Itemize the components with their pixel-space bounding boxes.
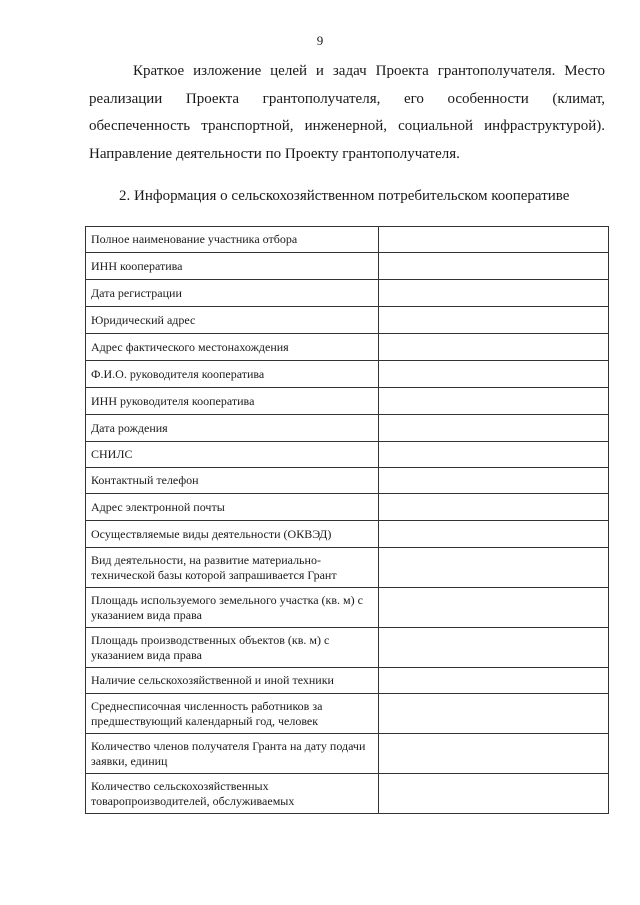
row-label: СНИЛС <box>86 442 379 468</box>
section-title: 2. Информация о сельскохозяйственном потребительском кооперативе <box>119 188 570 204</box>
row-value-cell[interactable] <box>379 734 609 774</box>
table-row <box>86 588 609 628</box>
row-value-cell[interactable] <box>379 307 609 334</box>
row-value-cell[interactable] <box>379 548 609 588</box>
row-label: ИНН кооператива <box>86 253 379 280</box>
table-row <box>86 361 609 388</box>
row-value-cell[interactable] <box>379 253 609 280</box>
table-body <box>86 227 609 814</box>
row-label: Адрес фактического местонахождения <box>86 334 379 361</box>
row-value-cell[interactable] <box>379 628 609 668</box>
row-label: Вид деятельности, на развитие материально-технической базы которой запрашивается Грант <box>86 548 379 588</box>
row-value-cell[interactable] <box>379 468 609 494</box>
row-label: Количество сельскохозяйственных товаропроизводителей, обслуживаемых <box>86 774 379 814</box>
row-label: Площадь производственных объектов (кв. м) с указанием вида права <box>86 628 379 668</box>
row-label: Площадь используемого земельного участка (кв. м) с указанием вида права <box>86 588 379 628</box>
intro-paragraph: Краткое изложение целей и задач Проекта грантополучателя. Место реализации Проекта грантополучателя, его особенности (климат, обеспеченность транспортной, инженерной, социальной инфраструктурой). Направление деятельности по Проекту грантополучателя. <box>89 63 605 162</box>
table-row <box>86 548 609 588</box>
cooperative-info-table <box>85 226 609 814</box>
table-row <box>86 334 609 361</box>
table-row <box>86 774 609 814</box>
table-row <box>86 628 609 668</box>
table-row <box>86 227 609 253</box>
row-value-cell[interactable] <box>379 361 609 388</box>
row-value-cell[interactable] <box>379 415 609 442</box>
row-label: Осуществляемые виды деятельности (ОКВЭД) <box>86 521 379 548</box>
row-value-cell[interactable] <box>379 334 609 361</box>
row-label: Юридический адрес <box>86 307 379 334</box>
row-value-cell[interactable] <box>379 227 609 253</box>
row-label: Адрес электронной почты <box>86 494 379 521</box>
row-label: ИНН руководителя кооператива <box>86 388 379 415</box>
table-row <box>86 694 609 734</box>
row-label: Количество членов получателя Гранта на дату подачи заявки, единиц <box>86 734 379 774</box>
row-value-cell[interactable] <box>379 521 609 548</box>
row-value-cell[interactable] <box>379 668 609 694</box>
row-label: Среднесписочная численность работников за предшествующий календарный год, человек <box>86 694 379 734</box>
table-row <box>86 521 609 548</box>
row-label: Полное наименование участника отбора <box>86 227 379 253</box>
table-row <box>86 388 609 415</box>
row-value-cell[interactable] <box>379 694 609 734</box>
table-row <box>86 415 609 442</box>
table-row <box>86 442 609 468</box>
table-row <box>86 668 609 694</box>
row-value-cell[interactable] <box>379 588 609 628</box>
row-label: Контактный телефон <box>86 468 379 494</box>
row-value-cell[interactable] <box>379 494 609 521</box>
page-number: 9 <box>316 33 324 48</box>
row-label: Ф.И.О. руководителя кооператива <box>86 361 379 388</box>
row-label: Наличие сельскохозяйственной и иной техники <box>86 668 379 694</box>
table-row <box>86 734 609 774</box>
table-row <box>86 468 609 494</box>
table-row <box>86 280 609 307</box>
row-value-cell[interactable] <box>379 280 609 307</box>
table-row <box>86 307 609 334</box>
row-value-cell[interactable] <box>379 388 609 415</box>
row-label: Дата регистрации <box>86 280 379 307</box>
row-label: Дата рождения <box>86 415 379 442</box>
row-value-cell[interactable] <box>379 442 609 468</box>
table-row <box>86 253 609 280</box>
row-value-cell[interactable] <box>379 774 609 814</box>
table-row <box>86 494 609 521</box>
